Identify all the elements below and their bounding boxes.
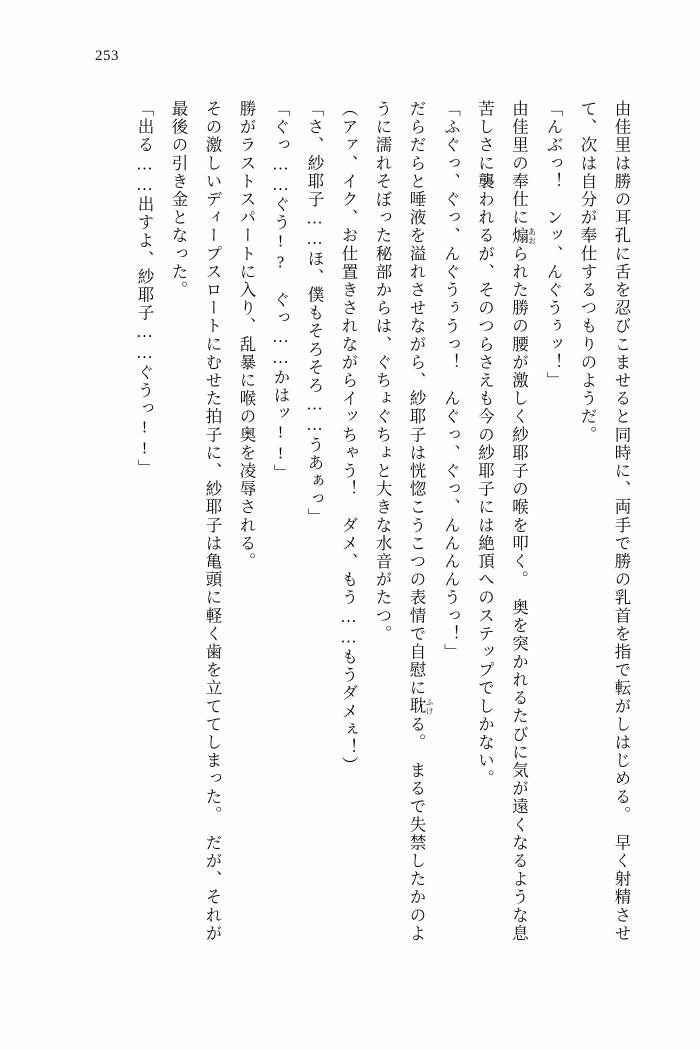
paragraph: （アァ、イク、お仕置きされながらイッちゃう！ ダメ、もう……もうダメぇ！） bbox=[339, 100, 358, 775]
paragraph: 「ふぐっ、ぐっ、んぐうぅうっ！ んぐっ、ぐっ、んんんんうっ！」 bbox=[441, 100, 461, 662]
page-number: 253 bbox=[95, 48, 119, 64]
paragraph: 由佳里は勝の耳孔に舌を忍びこませると同時に、両手で勝の乳首を指で転がしはじめる。 早く射精させて、次は自分が奉仕するつもりのようだ。 bbox=[578, 100, 631, 943]
paragraph: 由佳里の奉仕に煽 あおられた勝の腰が激しく紗耶子の喉を叩く。 奥を突かれるたびに気が遠くなるような息苦しさに襲われるが、そのつらさえも今の紗耶子には絶頂へのステップでしかない。 bbox=[475, 100, 537, 943]
page-body-text bbox=[58, 100, 638, 960]
paragraph: その激しいディープスロートにむせた拍子に、紗耶子は亀頭に軽く歯を立ててしまった。 だが、それが最後の引き金となった。 bbox=[169, 100, 222, 943]
paragraph: 「出る……出すよ、紗耶子……ぐうっ!!」 bbox=[135, 100, 154, 477]
paragraph: 勝がラストスパートに入り、乱暴に喉の奥を凌辱される。 bbox=[237, 100, 256, 571]
paragraph: だらだらと唾液を溢れさせながら、紗耶子は恍惚こうこつの表情で自慰に耽 ふける。 まるで失禁したかのように濡れそぼった秘部からは、ぐちょぐちょと大きな水音がたつ。 bbox=[373, 100, 434, 943]
paragraph: 「ぐっ……ぐう!? ぐっ……かはッ!!」 bbox=[271, 100, 290, 482]
paragraph: 「んぶっ！ ンッ、んぐうぅッ！」 bbox=[544, 100, 563, 390]
ruby-annotation: 煽 あお bbox=[509, 226, 537, 245]
paragraph: 「さ、紗耶子……ほ、僕もそろそろ……うあぁっ」 bbox=[305, 100, 324, 527]
ruby-annotation: 耽 ふけ bbox=[407, 697, 434, 716]
